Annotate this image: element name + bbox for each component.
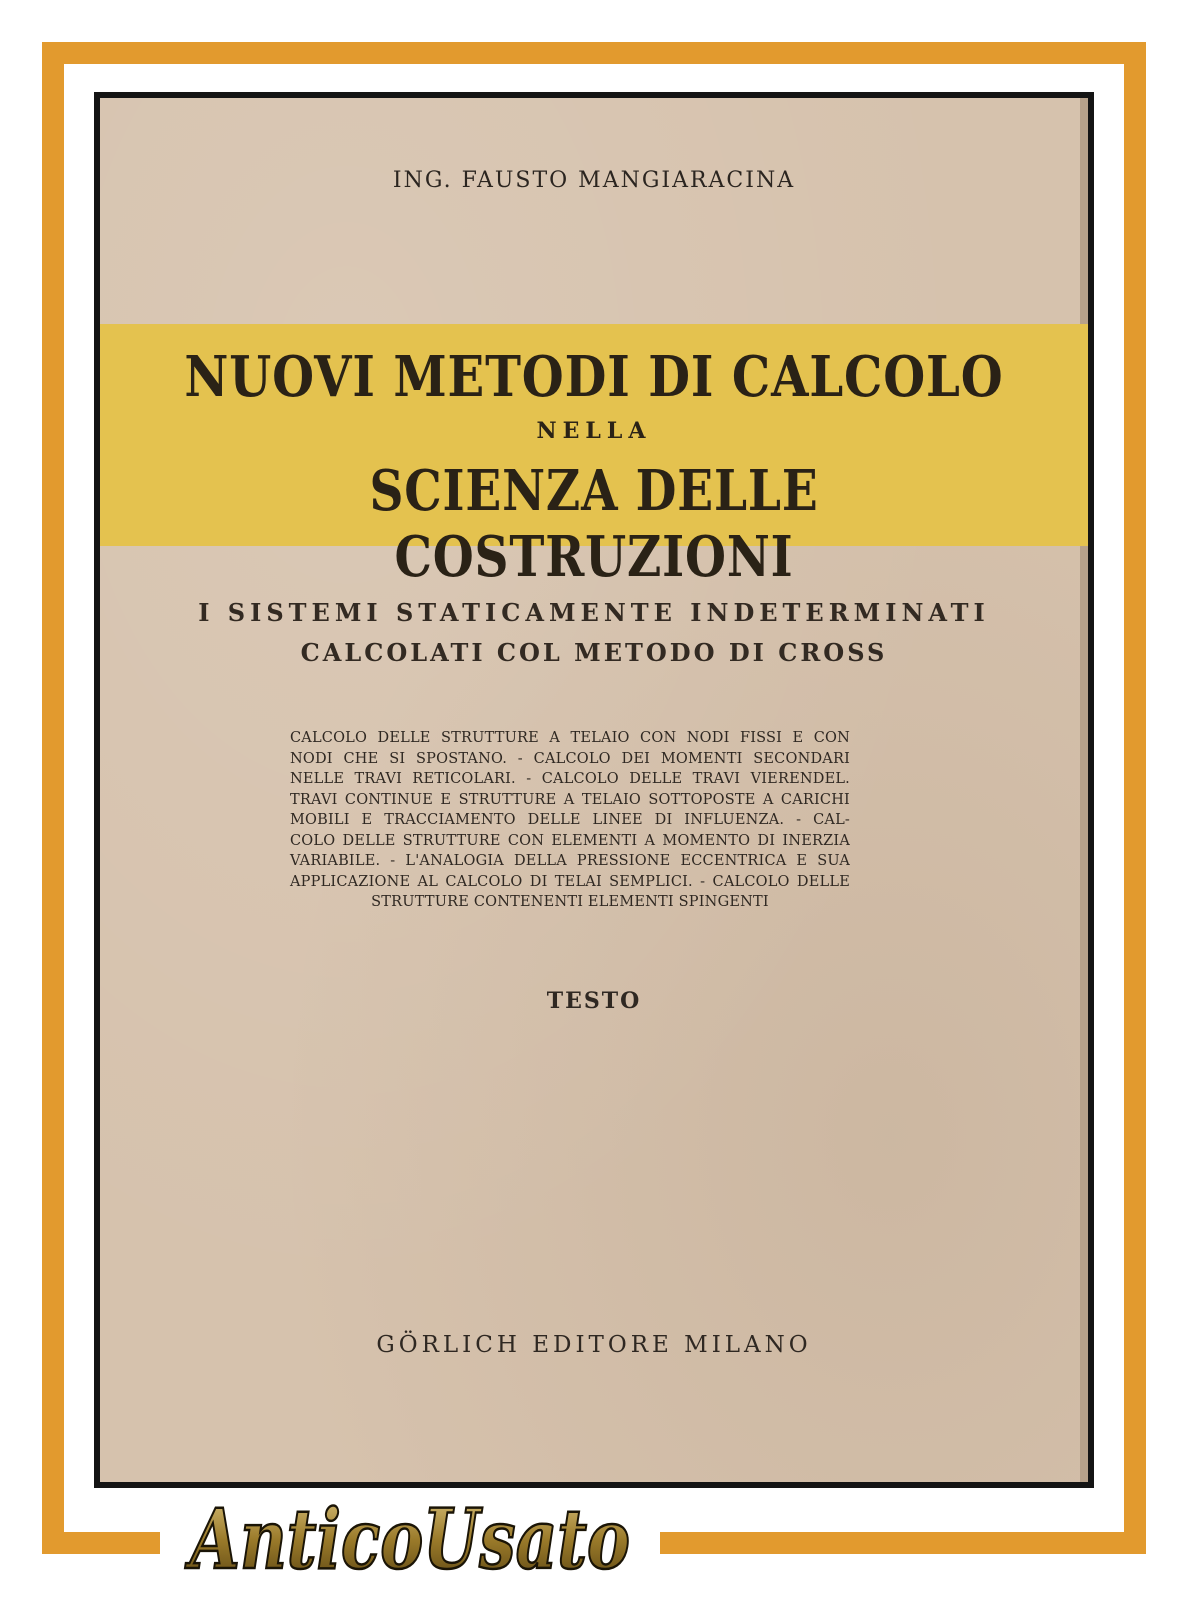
contents-line: MOBILI E TRACCIAMENTO DELLE LINEE DI INFLUENZA. - CAL-	[290, 812, 850, 828]
title-line-1: NUOVI METODI DI CALCOLO	[184, 344, 1004, 410]
contents-line: TRAVI CONTINUE E STRUTTURE A TELAIO SOTTOPOSTE A CARICHI	[290, 791, 850, 808]
cover-edge	[1080, 98, 1088, 1482]
subtitle-line-2: CALCOLATI COL METODO DI CROSS	[300, 638, 888, 667]
contents-line: VARIABILE. - L'ANALOGIA DELLA PRESSIONE ECCENTRICA E SUA	[290, 853, 850, 869]
subtitle-line-1: I SISTEMI STATICAMENTE INDETERMINATI	[198, 598, 990, 627]
title-band	[100, 324, 1088, 590]
contents-line: COLO DELLE STRUTTURE CON ELEMENTI A MOMENTO DI INERZIA	[290, 832, 850, 849]
contents-summary	[290, 728, 850, 913]
contents-line: APPLICAZIONE AL CALCOLO DI TELAI SEMPLICI. - CALCOLO DELLE	[290, 873, 850, 890]
book-cover	[94, 92, 1094, 1488]
volume-label: TESTO	[546, 988, 642, 1014]
title-connector: NELLA	[536, 418, 652, 444]
anticousato-logo	[170, 1482, 650, 1594]
author-name: ING. FAUSTO MANGIARACINA	[392, 168, 796, 193]
contents-line: CALCOLO DELLE STRUTTURE A TELAIO CON NODI FISSI E CON	[290, 730, 850, 746]
contents-line: NODI CHE SI SPOSTANO. - CALCOLO DEI MOMENTI SECONDARI	[290, 750, 850, 767]
logo-text: AnticoUsato	[184, 1492, 631, 1588]
publisher-name: GÖRLICH EDITORE MILANO	[376, 1332, 812, 1358]
contents-line: NELLE TRAVI RETICOLARI. - CALCOLO DELLE TRAVI VIERENDEL.	[290, 771, 850, 787]
contents-line: STRUTTURE CONTENENTI ELEMENTI SPINGENTI	[371, 894, 769, 910]
title-line-2: SCIENZA DELLE COSTRUZIONI	[369, 458, 819, 590]
